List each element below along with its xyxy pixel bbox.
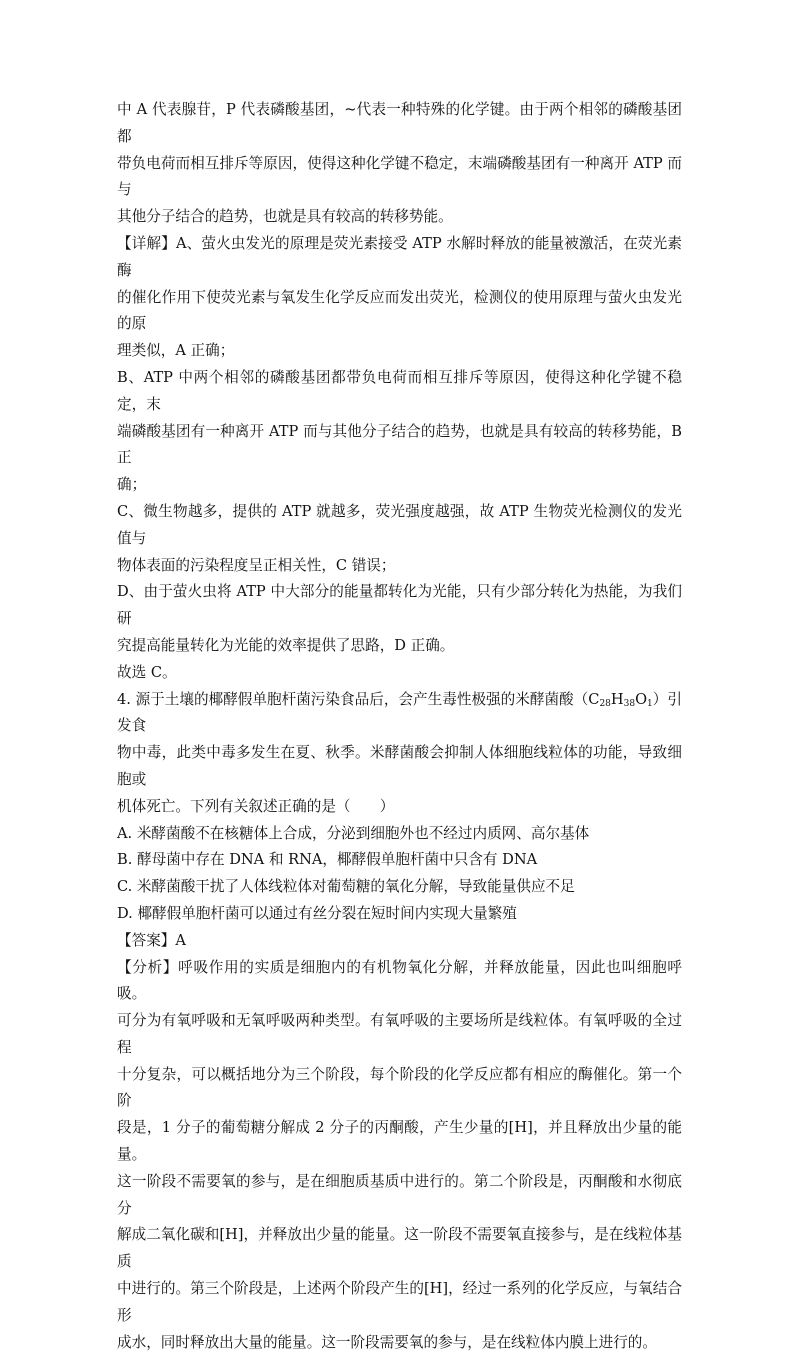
text-line: 物中毒，此类中毒多发生在夏、秋季。米酵菌酸会抑制人体细胞线粒体的功能，导致细胞或 bbox=[117, 744, 682, 788]
text-line: 其他分子结合的趋势，也就是具有较高的转移势能。 bbox=[117, 208, 453, 226]
text-line: 物体表面的污染程度呈正相关性，C 错误； bbox=[117, 556, 396, 574]
text-line: 解成二氧化碳和[H]，并释放出少量的能量。这一阶段不需要氧直接参与，是在线粒体基质 bbox=[117, 1226, 682, 1271]
text-line: 这一阶段不需要氧的参与，是在细胞质基质中进行的。第二个阶段是，丙酮酸和水彻底分 bbox=[117, 1172, 682, 1217]
text-line: 究提高能量转化为光能的效率提供了思路，D 正确。 bbox=[117, 636, 455, 654]
text-line: B、ATP 中两个相邻的磷酸基团都带负电荷而相互排斥等原因，使得这种化学键不稳定，末 bbox=[117, 368, 682, 413]
text-line: 带负电荷而相互排斥等原因，使得这种化学键不稳定，末端磷酸基团有一种离开 ATP 而与 bbox=[117, 154, 682, 199]
text-line: 中 A 代表腺苷，P 代表磷酸基团，~代表一种特殊的化学键。由于两个相邻的磷酸基团都 bbox=[117, 101, 682, 145]
answer: 【答案】A bbox=[117, 931, 186, 949]
analysis-paragraph bbox=[117, 955, 682, 1009]
formula-subscript: 38 bbox=[623, 698, 636, 709]
text-line: 的催化作用下使荧光素与氧发生化学反应而发出荧光，检测仪的使用原理与萤火虫发光的原 bbox=[117, 288, 682, 333]
text-line: 段是，1 分子的葡萄糖分解成 2 分子的丙酮酸，产生少量的[H]，并且释放出少量的能量。 bbox=[117, 1119, 682, 1164]
text-line: 十分复杂，可以概括地分为三个阶段，每个阶段的化学反应都有相应的酶催化。第一个阶 bbox=[117, 1065, 682, 1110]
option-a: A. 米酵菌酸不在核糖体上合成，分泌到细胞外也不经过内质网、高尔基体 bbox=[117, 824, 590, 842]
text-line: 确； bbox=[117, 476, 147, 494]
option-d: D. 椰酵假单胞杆菌可以通过有丝分裂在短时间内实现大量繁殖 bbox=[117, 904, 517, 922]
text-line: 中进行的。第三个阶段是，上述两个阶段产生的[H]，经过一系列的化学反应，与氧结合形 bbox=[117, 1280, 682, 1324]
formula-subscript: 1 bbox=[647, 698, 653, 709]
text-line: C、微生物越多，提供的 ATP 就越多，荧光强度越强，故 ATP 生物荧光检测仪的发光值与 bbox=[117, 502, 682, 547]
text-line: 4. 源于土壤的椰酵假单胞杆菌污染食品后，会产生毒性极强的米酵菌酸（C bbox=[117, 690, 600, 708]
document-body bbox=[117, 97, 682, 1356]
text-line: 可分为有氧呼吸和无氧呼吸两种类型。有氧呼吸的主要场所是线粒体。有氧呼吸的全过程 bbox=[117, 1012, 682, 1056]
option-b: B. 酵母菌中存在 DNA 和 RNA，椰酵假单胞杆菌中只含有 DNA bbox=[117, 851, 538, 869]
text-line: 理类似，A 正确； bbox=[117, 342, 235, 360]
formula-element: H bbox=[610, 690, 624, 708]
text-line: D、由于萤火虫将 ATP 中大部分的能量都转化为光能，只有少部分转化为热能，为我们研 bbox=[117, 583, 682, 628]
text-line: ）引发食 bbox=[117, 690, 682, 735]
option-c: C. 米酵菌酸干扰了人体线粒体对葡萄糖的氧化分解，导致能量供应不足 bbox=[117, 878, 575, 896]
text-line: A、萤火虫发光的原理是荧光素接受 ATP 水解时释放的能量被激活，在荧光素酶 bbox=[117, 234, 682, 279]
text-line: 成水，同时释放出大量的能量。这一阶段需要氧的参与，是在线粒体内膜上进行的。 bbox=[117, 1333, 657, 1351]
analysis-label: 【分析】 bbox=[117, 958, 179, 976]
detail-label: 【详解】 bbox=[117, 234, 176, 252]
formula-subscript: 28 bbox=[599, 698, 611, 709]
formula-element: O bbox=[635, 690, 648, 708]
conclusion: 故选 C。 bbox=[117, 663, 177, 681]
text-line: 端磷酸基团有一种离开 ATP 而与其他分子结合的趋势，也就是具有较高的转移势能，B 正 bbox=[117, 422, 682, 467]
text-line: 机体死亡。下列有关叙述正确的是（ ） bbox=[117, 797, 395, 815]
question-stem bbox=[117, 687, 682, 741]
text-line: 呼吸作用的实质是细胞内的有机物氧化分解，并释放能量，因此也叫细胞呼吸。 bbox=[117, 958, 682, 1003]
detail-paragraph bbox=[117, 231, 682, 285]
